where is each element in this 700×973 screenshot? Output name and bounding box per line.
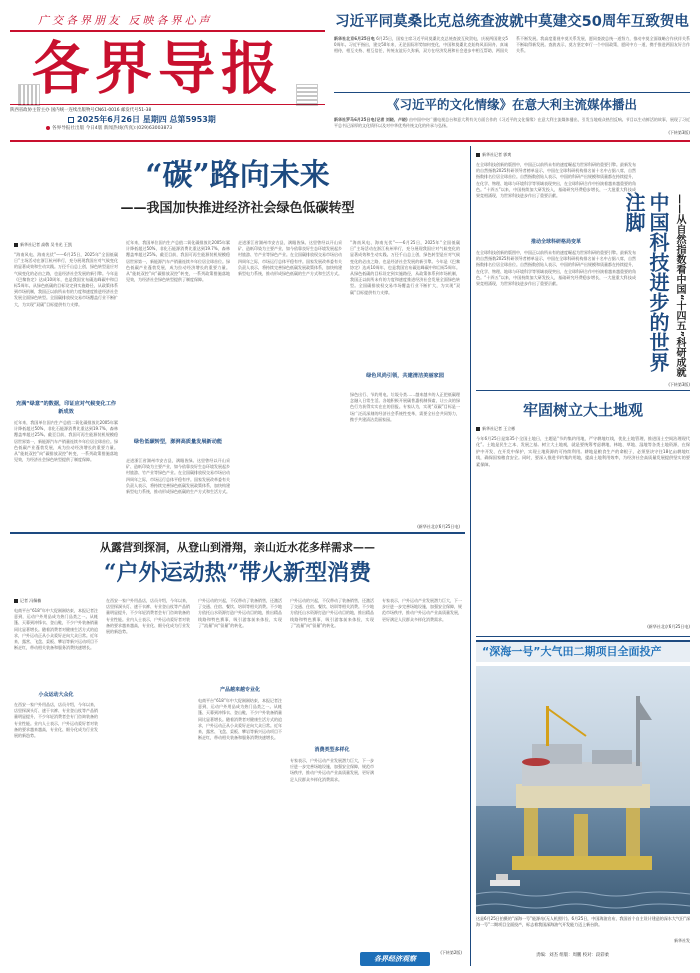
editor-line: 责编：刘杰 组版：周鹏 校对：段彩柔 [536, 953, 610, 958]
lead-story [10, 146, 465, 546]
sports-col-4: 户外运动的兴起，不仅带动了装备销售，还激活了交通、住宿、餐饮、培训等相关消费。不少地方依托山水资源打造户外运动目的地，推出精品线路和特色赛事，吸引游客前来体验，实现了“流量”向“留量”的转化。 [290, 598, 374, 628]
right-top-subheadline: ——从自然指数看中国“十四五”科研成就 [674, 194, 685, 378]
lead-col-3: 走进浙江省湖州市安吉县，满眼皆绿。这里曾经以开山采矿、造纸印染为主要产业，如今依靠良好生态环境发展起乡村旅游、竹产业等绿色产业。在全国碳排放权交易市场启动四周年之际，市场运行总体平稳有序。国家发展改革委有关负责人表示，将持续完善绿色低碳发展政策体系，加快构建新型电力系统，推动形成绿色低碳的生产方式和生活方式。 [238, 240, 342, 277]
right-mid-body: 今年6月25日是第35个全国土地日，主题是“节约集约用地，严守耕地红线，优化土地管理，推进国土空间治理现代化”。土地是民生之本、发展之基。树立大土地观，就是要统筹考虑耕地、林地、草地、湿地等各类土地资源，在保护中开发、在开发中保护，实现土地资源的可持续利用。耕地是粮食生产的命根子，必须坚决守住18亿亩耕地红线，确保国家粮食安全。同时，要深入推进节约集约用地，提高土地利用效率，为经济社会高质量发展提供坚实的要素保障。 [476, 436, 690, 467]
masthead-slogan: 广交各界朋友 反映各界心声 [38, 14, 213, 27]
second-story-headline: 《习近平的文化情缘》在意大利主流媒体播出 [386, 97, 637, 112]
lead-byline: 新华社记者 高敬 吴书光 王凯 [14, 242, 72, 248]
masthead [10, 10, 325, 132]
right-bottom-headline: “深海一号”大气田二期项目全面投产 [482, 645, 662, 658]
second-story [334, 96, 690, 136]
newspaper-name: 各界导报 [32, 35, 284, 102]
right-mid-dateline: (新华社北京6月25日电) [647, 624, 690, 629]
sports-col-2: 在西安一家户外用品店，店员介绍，今年以来，店里探洞头灯、速干衣裤、专业登山杖等产品销量明显提升，不少年轻消费者会专门咨询装备的专业性能。业内人士表示，户外运动爱好者对装备的要求越来越高，专业化、细分化成为行业发展的新趋势。 [106, 598, 190, 635]
right-bottom-headline-box [476, 640, 690, 662]
sports-col-1: 电商平台“618”年中大促刚刚结束，本报记者注意到，运动户外用品成为热门品类之一。从帐篷、天幕到冲锋衣、登山鞋，不少户外装备销量同比显著增长。随着消费者对健康生活方式的追求，户外运动正从小众爱好走向大众日常。近年来，露营、飞盘、桨板、攀岩等新兴运动项目不断走红，带动相关装备和服务消费快速增长。 [14, 608, 98, 651]
right-bottom-story [476, 640, 690, 970]
sports-byline: 记者 冯佩楠 [14, 598, 41, 604]
right-top-body-1: 在全球科技创新的版图中，中国正以前所未有的速度崛起为世界科研的重要引擎。最新发布的自然指数2025科研领导者榜单显示，中国在全球科研机构排名前十名中占据八席，自然指数排名位居全球首位。自然指数创始人表示，中国的科研产出规模和质量都在持续提升，在化学、物理、地球与环境科学等领域表现突出，在全球科研合作中扮演着越来越重要的角色。“十四五”以来，中国持续加大研发投入，基础研究经费稳步增长，一大批重大科技成果竞相涌现，为世界科技进步作出了重要贡献。 [476, 162, 636, 199]
phone-icon [46, 126, 50, 130]
footer-brand-badge [360, 952, 430, 966]
calendar-icon [68, 117, 74, 123]
right-top-headline: 中国科技进步的世界注脚 [622, 192, 670, 372]
lead-col-4: “海南风电、海南光伏”——6月25日，2025年“全国低碳日”主场活动在浙江杭州举行，充分展现我国应对气候变化的显著成效和生动实践。万径千山总上创，绿色转型是应对气候变化的必由之路，也是经济社会发展的新引擎。今年是《巴黎协定》达成10周年，也是我国宣布碳达峰碳中和目标5周年。从绿色低碳的目标设定到实施路径，从政策体系到市场机制，我国正以前所未有的力度和速度推进经济社会发展全面绿色转型。全国碳排放权交易市场覆盖行业不断扩大，为实现“双碳”目标提供有力支撑。 [350, 240, 460, 295]
sports-col-3: 户外运动的兴起，不仅带动了装备销售，还激活了交通、住宿、餐饮、培训等相关消费。不少地方依托山水资源打造户外运动目的地，推出精品线路和特色赛事，吸引游客前来体验，实现了“流量”向“留量”的转化。 [198, 598, 282, 628]
right-mid-headline: 牢固树立大土地观 [522, 401, 643, 419]
top-story-body [334, 36, 690, 86]
right-top-body-2: 在全球科技创新的版图中，中国正以前所未有的速度崛起为世界科研的重要引擎。最新发布的自然指数2025科研领导者榜单显示，中国在全球科研机构排名前十名中占据八席，自然指数排名位居全球首位。自然指数创始人表示，中国的科研产出规模和质量都在持续提升，在化学、物理、地球与环境科学等领域表现突出，在全球科研合作中扮演着越来越重要的角色。“十四五”以来，中国持续加大研发投入，基础研究经费稳步增长，一大批重大科技成果竞相涌现，为世界科技进步作出了重要贡献。 [476, 250, 636, 287]
footer-brand-label: 各界经济观察 [374, 955, 416, 963]
sports-kicker: 从露营到探洞，从登山到滑翔，亲山近水花多样需求—— [100, 541, 375, 554]
bullet-square-icon [14, 243, 18, 247]
top-story-headline: 习近平同莫桑比克总统查波就中莫建交50周年互致贺电 [335, 14, 689, 30]
right-mid-byline: 新华社记者 王立彬 [476, 426, 515, 432]
sports-col-3b: 电商平台“618”年中大促刚刚结束，本报记者注意到，运动户外用品成为热门品类之一。从帐篷、天幕到冲锋衣、登山鞋，不少户外装备销量同比显著增长。随着消费者对健康生活方式的追求，户外运动正从小众爱好走向大众日常。近年来，露营、飞盘、桨板、攀岩等新兴运动项目不断走红，带动相关装备和服务消费快速增长。 [198, 698, 282, 741]
right-mid-story [476, 396, 690, 632]
divider [476, 636, 690, 637]
bullet-square-icon [476, 427, 480, 431]
qr-code-left [18, 84, 40, 106]
sports-title: “户外运动热”带火新型消费 [103, 560, 372, 586]
right-top-cont: (下转第3版) [668, 382, 690, 387]
right-top-subhead: 推动全球科研格局变革 [530, 239, 581, 245]
sports-story [10, 536, 465, 966]
lead-col-2b: 走进浙江省湖州市安吉县，满眼皆绿。这里曾经以开山采矿、造纸印染为主要产业，如今依靠良好生态环境发展起乡村旅游、竹产业等绿色产业。在全国碳排放权交易市场启动四周年之际，市场运行总体平稳有序。国家发展改革委有关负责人表示，将持续完善绿色低碳发展政策体系，加快构建新型电力系统，推动形成绿色低碳的生产方式和生活方式。 [126, 458, 230, 495]
lead-subhead-2: 绿色低碳转型，澎湃高质量发展新动能 [133, 439, 223, 445]
lead-col-1: “海南风电、海南光伏”——6月25日，2025年“全国低碳日”主场活动在浙江杭州举行，充分展现我国应对气候变化的显著成效和生动实践。万径千山总上创，绿色转型是应对气候变化的必由之路，也是经济社会发展的新引擎。今年是《巴黎协定》达成10周年，也是我国宣布碳达峰碳中和目标5周年。从绿色低碳的目标设定到实施路径，从政策体系到市场机制，我国正以前所未有的力度和速度推进经济社会发展全面绿色转型。全国碳排放权交易市场覆盖行业不断扩大，为实现“双碳”目标提供有力支撑。 [14, 252, 118, 307]
top-story [334, 12, 690, 90]
photo-credit: 新华社发 [674, 938, 690, 943]
divider [10, 532, 465, 534]
masthead-underline [10, 104, 325, 105]
sports-dateline: (下转第2版) [440, 950, 462, 955]
second-story-text: 由中国中央广播电视总台和意大利有关方面合作的《习近平的文化情缘》在意大利主流媒体播出，引发当地观众热烈反响。节目以生动鲜活的故事，展现了习近平总书记深厚的文化情怀以及对中华优秀传统文化的传承与弘扬。 [334, 117, 690, 129]
lead-title: “碳”路向未来 [145, 158, 330, 193]
qr-code-right [296, 84, 318, 106]
second-story-body [334, 117, 690, 136]
sports-subhead-3: 消费类型多样化 [314, 747, 350, 753]
divider [476, 390, 690, 391]
masthead-divider [10, 30, 325, 32]
issue-date: 2025年6月26日 星期四 总第5953期 [68, 114, 216, 125]
bullet-square-icon [14, 599, 18, 603]
top-story-byline: 新华社北京6月25日电 [334, 36, 375, 41]
masthead-bottom-rule [10, 140, 690, 142]
divider [334, 92, 690, 93]
right-top-byline: 新华社记者 郭爽 [476, 152, 511, 158]
website-line: 各界导报社出版 今日4版 新闻热线(传真):(029)63003873 [46, 125, 172, 131]
sports-col-5: 专家表示，户外运动产业发展潜力巨大，下一步应进一步完善场地设施，加强安全保障，规范市场秩序，推动户外运动产业高质量发展，更好满足人民群众多样化消费需求。 [382, 598, 462, 622]
lead-subhead-3: 绿色风尚引领，共建清洁美丽家园 [366, 373, 444, 379]
caption-text: 这是6月25日拍摄的“深海一号”能源站(无人机照片)。6月25日，中国海油宣布，我国首个自主设计建造的深水大气田“深海一号”二期项目全面投产，标志着我国深海油气开发能力迈上新台阶。 [476, 916, 690, 928]
second-story-byline: 新华社罗马6月25日电(记者 刘晓、卢晓) [334, 117, 408, 122]
lead-col-4b: 绿色出行、节约用电、垃圾分类……越来越多的人正把低碳理念融入日常生活。各地积极开展碳普惠机制探索，让公众的绿色行为获得实实在在的回报。专家认为，实现“双碳”目标是一场广泛而深刻的经济社会系统性变革，需要全社会共同努力，携手共建清洁美丽家园。 [350, 392, 460, 422]
sports-subhead-2: 产品越来越专业化 [219, 687, 260, 693]
publisher-info: 陕西省政协主管主办 国内统一连续出版物号CN61-0016 邮发代号51-38 [10, 108, 152, 113]
lead-col-1b: 近年来，我国单位国内生产总值二氧化碳排放比2005年累计降低超过50%，非化石能源消费比重达到19.7%，森林覆盖率超过25%。截至目前，我国可再生能源装机规模稳居世界第一，新能源汽车产销量连续多年位居全球首位。绿色低碳产业蓬勃发展，成为拉动经济增长的重要力量。从“能耗双控”向“碳排放双控”转变，一系列政策措施落地见效，为经济社会绿色转型提供了制度保障。 [14, 420, 118, 463]
photo-caption [476, 916, 690, 936]
energy-platform-illustration [476, 666, 690, 914]
lead-dateline: (新华社北京6月25日电) [417, 524, 460, 529]
sports-col-4b: 专家表示，户外运动产业发展潜力巨大，下一步应进一步完善场地设施，加强安全保障，规范市场秩序，推动户外运动产业高质量发展，更好满足人民群众多样化消费需求。 [290, 758, 374, 782]
sports-subhead-1: 小众运动大众化 [38, 692, 74, 698]
divider [470, 146, 471, 966]
bullet-square-icon [476, 153, 480, 157]
second-story-cont: (下转第3版) [668, 130, 690, 135]
energy-platform-photo [476, 666, 690, 914]
sports-col-1b: 在西安一家户外用品店，店员介绍，今年以来，店里探洞头灯、速干衣裤、专业登山杖等产品销量明显提升，不少年轻消费者会专门咨询装备的专业性能。业内人士表示，户外运动爱好者对装备的要求越来越高，专业化、细分化成为行业发展的新趋势。 [14, 702, 98, 739]
lead-col-2: 近年来，我国单位国内生产总值二氧化碳排放比2005年累计降低超过50%，非化石能源消费比重达到19.7%，森林覆盖率超过25%。截至目前，我国可再生能源装机规模稳居世界第一，新能源汽车产销量连续多年位居全球首位。绿色低碳产业蓬勃发展，成为拉动经济增长的重要力量。从“能耗双控”向“碳排放双控”转变，一系列政策措施落地见效，为经济社会绿色转型提供了制度保障。 [126, 240, 230, 283]
lead-subhead-1: 充满“绿意”的数据，印证应对气候变化工作新成效 [15, 401, 117, 415]
lead-subtitle: ——我国加快推进经济社会绿色低碳转型 [120, 201, 355, 216]
top-story-text: 6月25日，国家主席习近平同莫桑比克总统查波互致贺电，庆祝两国建交50周年。习近平指出，建交50年来，无论国际形势如何变化，中国和莫桑比克始终风雨同舟、真诚相待，相互支持、相互信任，传统友谊历久弥新，双方在经济发展和社会进步中相互帮助，两国关系不断发展。我高度重视中莫关系发展，愿同查波总统一道努力，推动中莫全面战略合作伙伴关系不断取得新发展。查波表示，莫方坚定奉行一个中国政策，愿同中方一道，携手推进两国友好合作关系。 [334, 36, 690, 54]
